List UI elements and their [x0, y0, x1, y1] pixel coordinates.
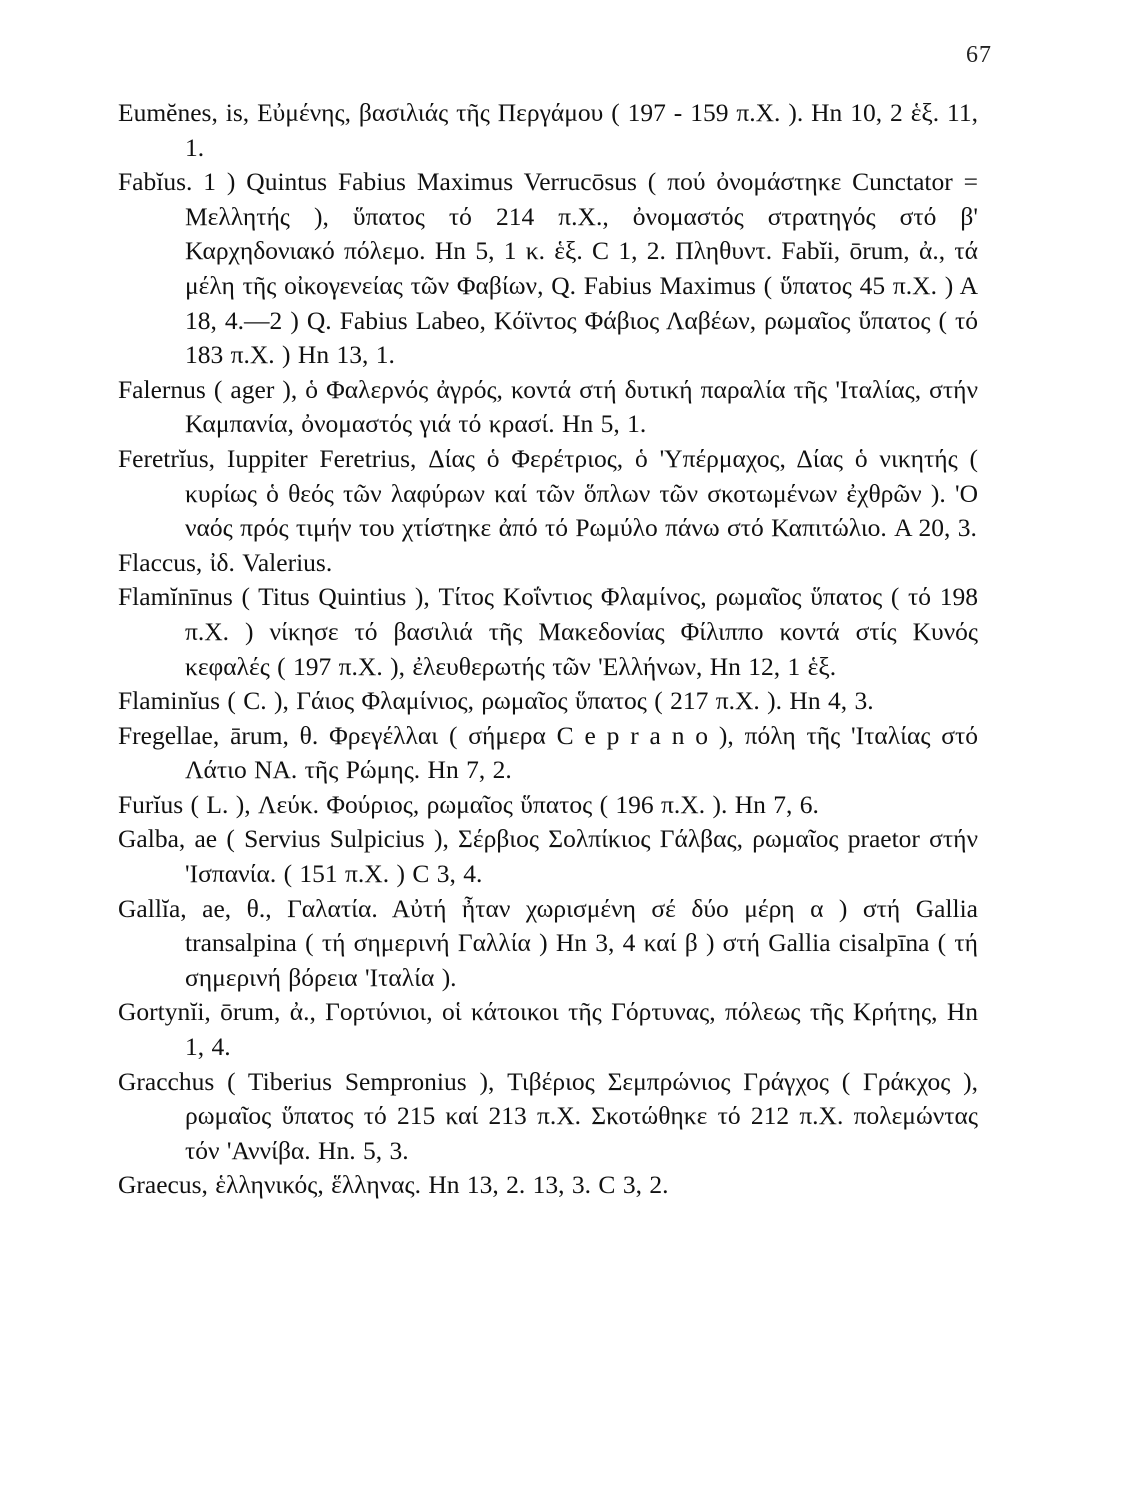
entry-gortynii: Gortynĭi, ōrum, ἀ., Γορτύνιοι, οἱ κάτοικοι τῆς Γόρτυνας, πόλεως τῆς Κρήτης, Hn 1, 4.	[118, 997, 978, 1062]
entry-flaminius: Flaminĭus ( C. ), Γάιος Φλαμίνιος, ρωμαῖος ὕπατος ( 217 π.Χ. ). Hn 4, 3.	[118, 686, 874, 716]
entry-gallia: Gallĭa, ae, θ., Γαλατία. Αὐτή ἦταν χωρισμένη σέ δύο μέρη α ) στή Gallia transalpina ( τή σημερινή Γαλλία ) Hn 3, 4 καί β ) στή Gallia cisalpīna ( τή σημερινή βόρεια 'Ιταλία ).	[118, 893, 978, 992]
entry-fregellae: Fregellae, ārum, θ. Φρεγέλλαι ( σήμερα C e p r a n o ), πόλη τῆς 'Ιταλίας στό Λάτιο ΝΑ. τῆς Ρώμης. Hn 7, 2.	[118, 720, 978, 785]
entry-gracchus: Gracchus ( Tiberius Sempronius ), Τιβέριος Σεμπρώνιος Γράγχος ( Γράκχος ), ρωμαῖος ὕπατος τό 215 καί 213 π.Χ. Σκοτώθηκε τό 212 π.Χ. πολεμώντας τόν 'Αννίβα. Hn. 5, 3.	[118, 1066, 978, 1165]
entry-eumenes: Eumĕnes, is, Εὐμένης, βασιλιάς τῆς Περγάμου ( 197 - 159 π.Χ. ). Hn 10, 2 ἑξ. 11, 1.	[118, 98, 978, 162]
entry-galba: Galba, ae ( Servius Sulpicius ), Σέρβιος Σολπίκιος Γάλβας, ρωμαῖος praetor στήν 'Ισπανία. ( 151 π.Χ. ) C 3, 4.	[118, 824, 978, 889]
entry-feretrius: Feretrĭus, Iuppiter Feretrius, Δίας ὁ Φερέτριος, ὁ 'Υπέρμαχος, Δίας ὁ νικητής ( κυρίως ὁ θεός τῶν λαφύρων καί τῶν ὅπλων τῶν σκοτωμένων ἐχθρῶν ). 'Ο ναός πρός τιμήν του χτίστηκε ἀπό τό Ρωμύλο πάνω στό Καπιτώλιο. A 20, 3.	[118, 443, 978, 543]
entry-flaccus: Flaccus, ἰδ. Valerius.	[118, 547, 333, 577]
glossary-entries	[118, 96, 978, 1203]
entry-falernus: Falernus ( ager ), ὁ Φαλερνός ἀγρός, κοντά στή δυτική παραλία τῆς 'Ιταλίας, στήν Καμπανία, ὀνομαστός γιά τό κρασί. Hn 5, 1.	[118, 374, 978, 439]
entry-flamininus: Flamĭnīnus ( Titus Quintius ), Τίτος Κοΐντιος Φλαμίνος, ρωμαῖος ὕπατος ( τό 198 π.Χ. ) νίκησε τό βασιλιά τῆς Μακεδονίας Φίλιππο κοντά στίς Κυνός κεφαλές ( 197 π.Χ. ), ἐλευθερωτής τῶν 'Ελλήνων, Hn 12, 1 ἑξ.	[118, 582, 978, 681]
page-number: 67	[966, 42, 992, 68]
entry-fabius: Fabĭus. 1 ) Quintus Fabius Maximus Verrucōsus ( πού ὀνομάστηκε Cunctator = Μελλητής ), ὕπατος τό 214 π.Χ., ὀνομαστός στρατηγός στό β' Καρχηδονιακό πόλεμο. Hn 5, 1 κ. ἑξ. C 1, 2. Πληθυντ. Fabĭi, ōrum, ἀ., τά μέλη τῆς οἰκογενείας τῶν Φαβίων, Q. Fabius Maximus ( ὕπατος 45 π.Χ. ) A 18, 4.—2 ) Q. Fabius Labeo, Κόϊντος Φάβιος Λαβέων, ρωμαῖος ὕπατος ( τό 183 π.Χ. ) Hn 13, 1.	[118, 167, 978, 370]
entry-furius: Furĭus ( L. ), Λεύκ. Φούριος, ρωμαῖος ὕπατος ( 196 π.Χ. ). Hn 7, 6.	[118, 789, 819, 819]
entry-graecus: Graecus, ἑλληνικός, ἕλληνας. Hn 13, 2. 13, 3. C 3, 2.	[118, 1170, 669, 1200]
